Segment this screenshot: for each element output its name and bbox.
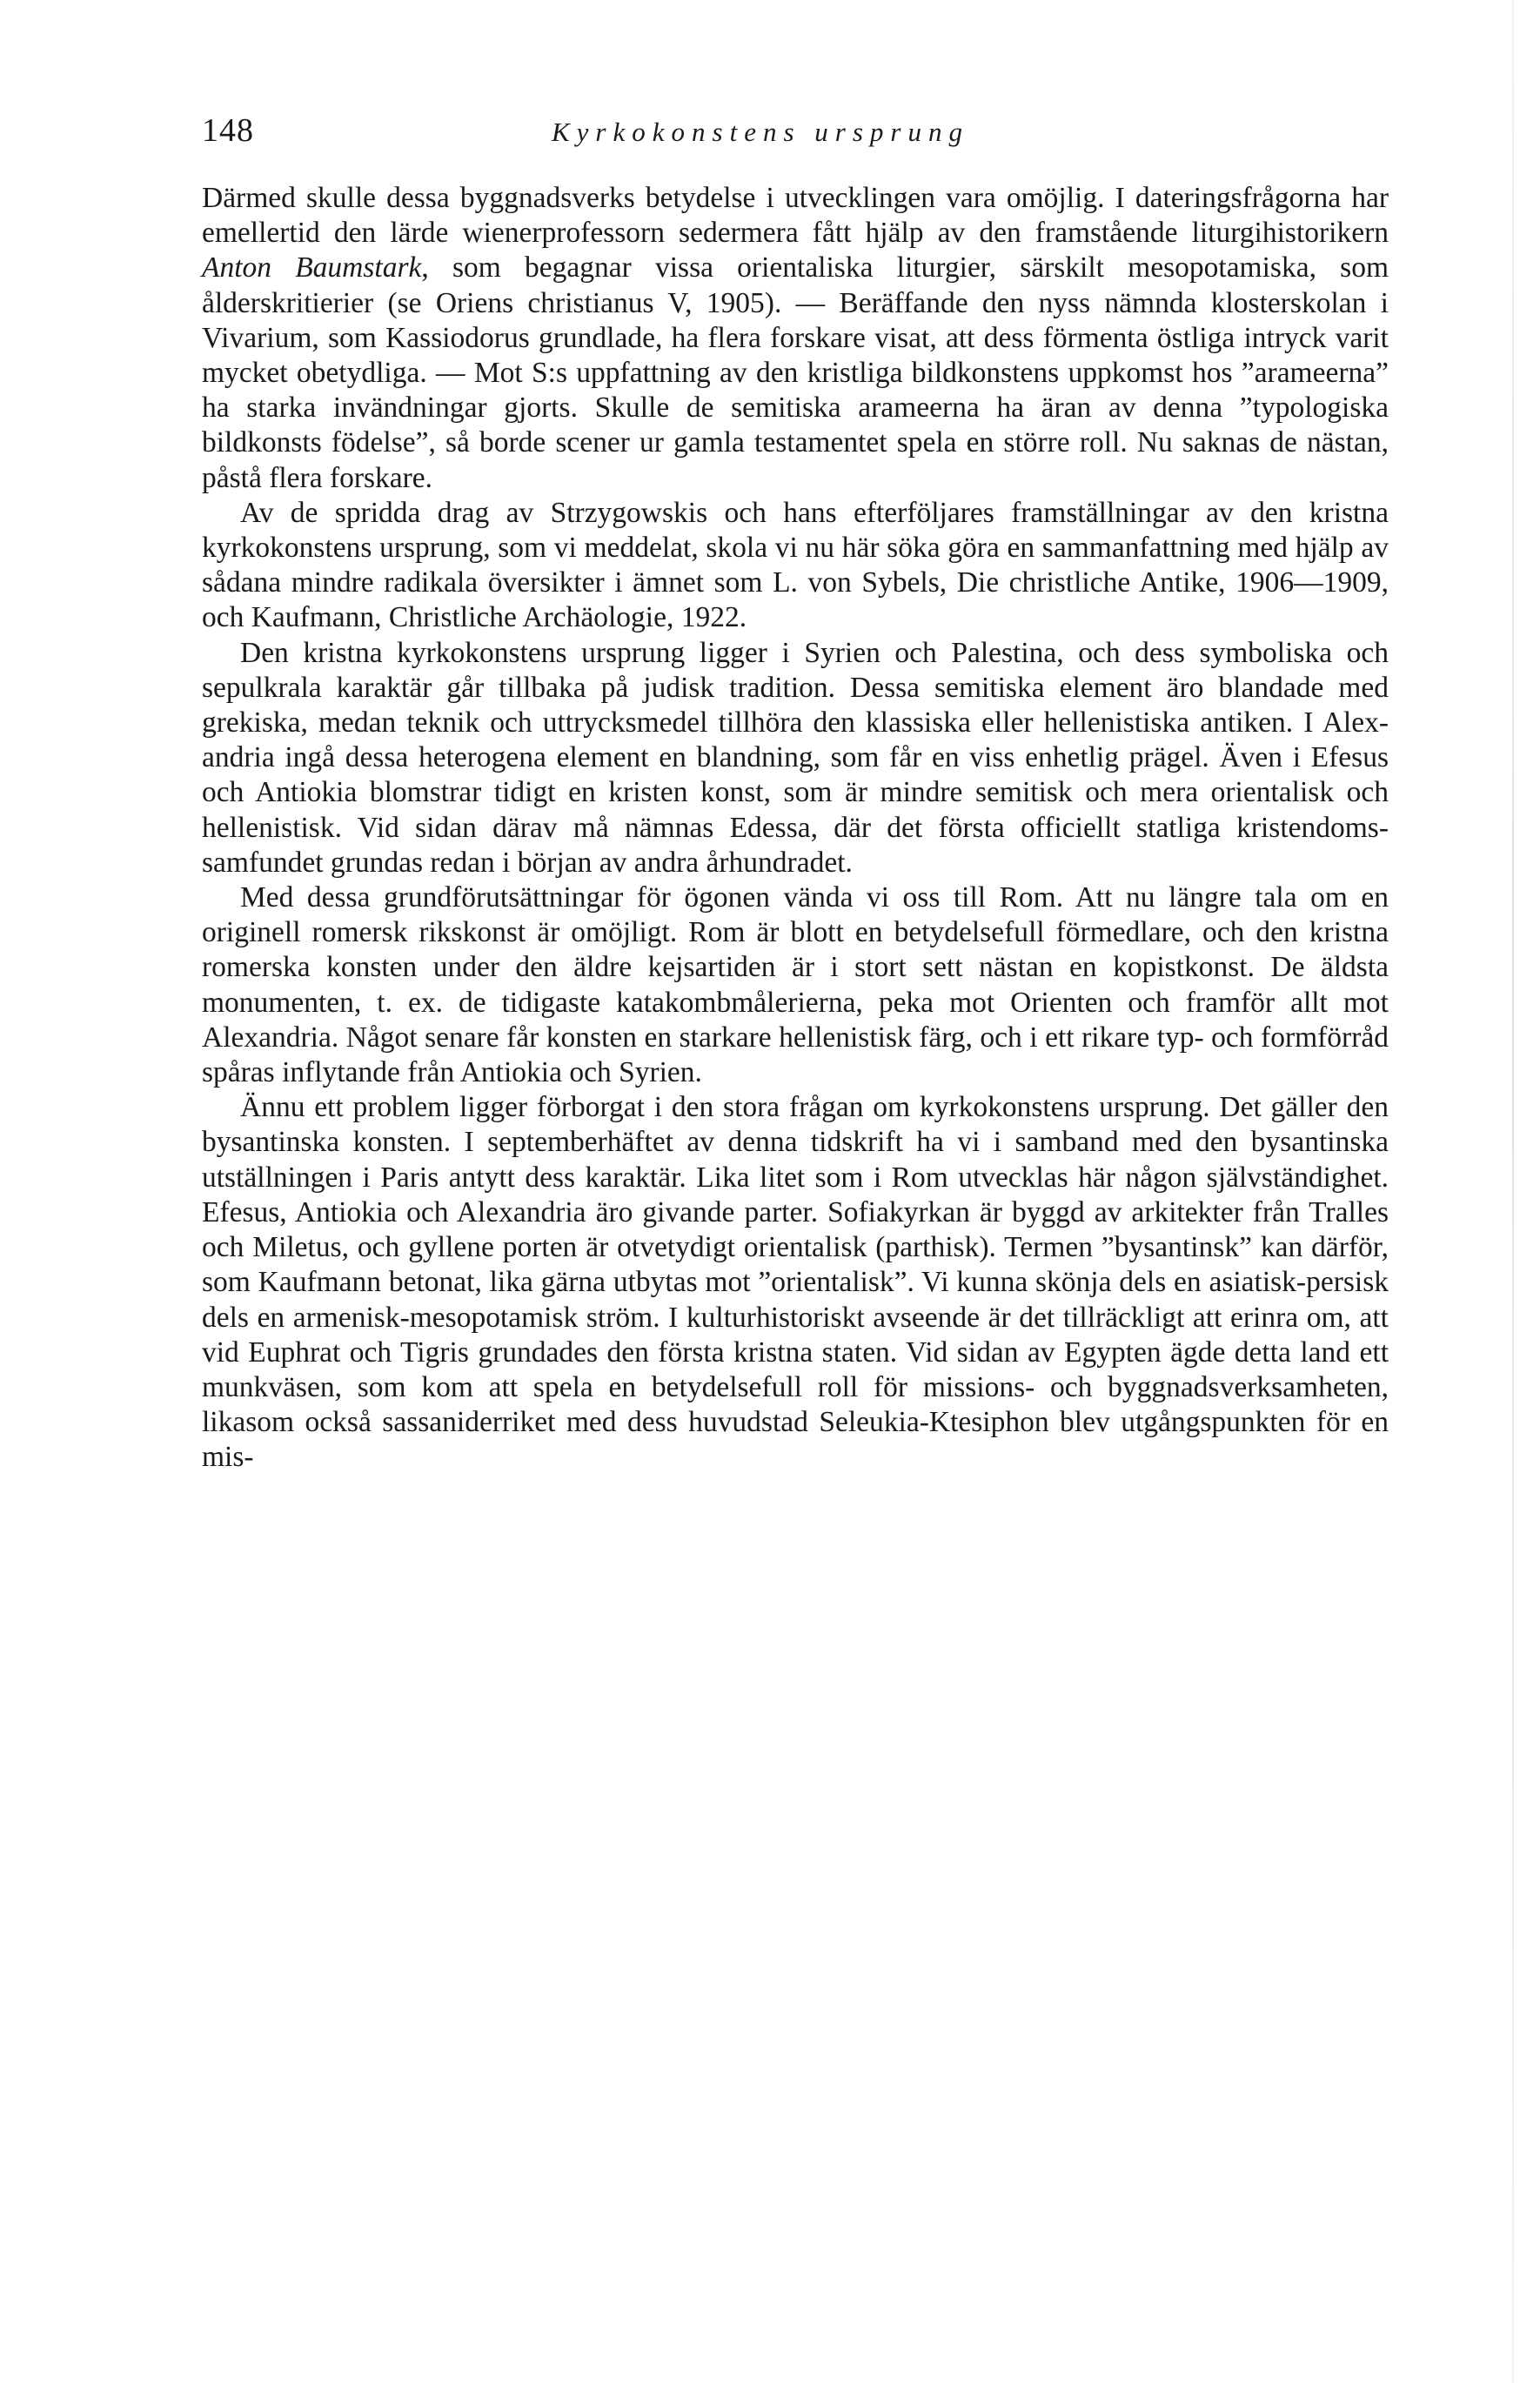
paragraph-1-start: Därmed skulle dessa byggnadsverks betydelse i utvecklingen vara omöjlig. I dateringsfrågorna har emellertid den lärde wienerprofessorn sedermera fått hjälp av den framstående liturgihistorikern [202, 182, 1389, 250]
paragraph-3: Den kristna kyrkokonstens ursprung ligger i Syrien och Palestina, och dess symboliska och sepulkrala karaktär går tillbaka på judisk tradition. Dessa semitiska element äro blandade med grekiska, medan teknik och uttrycksmedel tillhöra den klassiska eller hellenistiska antiken. I Alexandria ingå dessa heterogena element en blandning, som får en viss enhetlig prägel. Även i Efesus och Antiokia blomstrar tidigt en kristen konst, som är mindre semitisk och mera orientalisk och hellenistisk. Vid sidan därav må nämnas Edessa, där det första officiellt statliga kristendomssamfundet grundas redan i början av andra århundradet. [202, 636, 1389, 879]
page-header [202, 111, 1463, 155]
author-name-emphasis: Anton Baumstark [202, 251, 422, 284]
paragraph-5: Ännu ett problem ligger förborgat i den stora frågan om kyrkokonstens ursprung. Det gäller den bysantinska konsten. I septemberhäftet av denna tidskrift ha vi i samband med den bysantinska utställningen i Paris antytt dess karaktär. Lika litet som i Rom utvecklas här någon självständighet. Efesus, Antiokia och Alexandria äro givande parter. Sofiakyrkan är byggd av arkitekter från Tralles och Miletus, och gyllene porten är otvetydigt orientalisk (parthisk). Termen ”bysantinsk” kan därför, som Kaufmann betonat, lika gärna utbytas mot ”orientalisk”. Vi kunna skönja dels en asiatisk-persisk dels en armenisk-mesopotamisk ström. I kulturhistoriskt avseende är det tillräckligt att erinra om, att vid Euphrat och Tigris grundades den första kristna staten. Vid sidan av Egypten ägde detta land ett munkväsen, som kom att spela en betydelsefull roll för missions- och byggnadsverksamheten, likasom också sassaniderriket med dess huvudstad Seleukia-Ktesiphon blev utgångspunkten för en mis- [202, 1091, 1389, 1474]
scan-edge-line [1512, 0, 1514, 2383]
paragraph-4: Med dessa grundförutsättningar för ögonen vända vi oss till Rom. Att nu längre tala om en originell romersk rikskonst är omöjligt. Rom är blott en betydelsefull förmedlare, och den kristna romerska konsten under den äldre kejsartiden är i stort sett nästan en kopistkonst. De äldsta monumenten, t. ex. de tidigaste katakombmålerierna, peka mot Orienten och framför allt mot Alexandria. Något senare får konsten en starkare hellenistisk färg, och i ett rikare typ- och formförråd spåras inflytande från Antiokia och Syrien. [202, 881, 1389, 1089]
body-text [202, 181, 1389, 1476]
paragraph-2: Av de spridda drag av Strzygowskis och hans efterföljares framställningar av den kristna kyrkokonstens ursprung, som vi meddelat, skola vi nu här söka göra en sammanfattning med hjälp av sådana mindre radikala översikter i ämnet som L. von Sybels, Die christliche Antike, 1906—1909, och Kaufmann, Christliche Archäologie, 1922. [202, 496, 1389, 634]
running-title: Kyrkokonstens ursprung [552, 117, 969, 147]
paragraph-1 [202, 181, 1389, 496]
page-number: 148 [202, 112, 254, 149]
paragraph-1-rest: , som begagnar vissa orientaliska liturgier, särskilt mesopotamiska, som ålderskritierier (se Oriens christianus V, 1905). — Beräffande den nyss nämnda klosterskolan i Vivarium, som Kassiodorus grundlade, ha flera forskare visat, att dess förmenta östliga intryck varit mycket obetydliga. — Mot S:s uppfattning av den kristliga bildkonstens uppkomst hos ”arameerna” ha starka invändningar gjorts. Skulle de semitiska arameerna ha äran av denna ”typologiska bildkonsts födelse”, så borde scener ur gamla testamentet spela en större roll. Nu saknas de nästan, påstå flera forskare. [202, 251, 1389, 494]
